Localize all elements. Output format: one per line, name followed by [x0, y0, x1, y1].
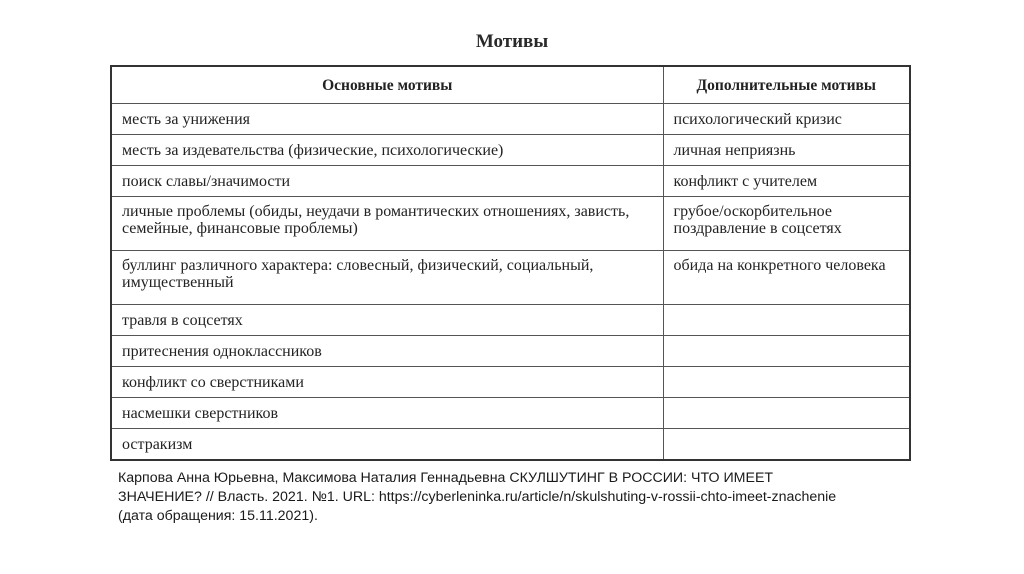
table-row	[111, 197, 910, 251]
main-motive-cell: месть за издевательства (физические, психологические)	[111, 135, 663, 166]
main-motive-cell: конфликт со сверстниками	[111, 367, 663, 398]
additional-motive-cell: грубое/оскорбительное поздравление в соцсетях	[663, 197, 910, 251]
citation-text: Карпова Анна Юрьевна, Максимова Наталия Геннадьевна СКУЛШУТИНГ В РОССИИ: ЧТО ИМЕЕТ ЗНАЧЕНИЕ? // Власть. 2021. №1. URL: https://cyberleninka.ru/article/n/skulshuting-v-rossii-chto-imeet-znachenie (дата обращения: 15.11.2021).	[118, 470, 837, 524]
additional-motive-cell	[663, 336, 910, 367]
main-motive-cell: притеснения одноклассников	[111, 336, 663, 367]
motives-table	[110, 65, 911, 461]
header-additional-motives: Дополнительные мотивы	[663, 66, 910, 104]
table-row	[111, 429, 910, 461]
main-motive-cell: травля в соцсетях	[111, 305, 663, 336]
additional-motive-cell: обида на конкретного человека	[663, 251, 910, 305]
main-motive-cell: насмешки сверстников	[111, 398, 663, 429]
additional-motive-cell	[663, 429, 910, 461]
table-row	[111, 305, 910, 336]
main-motive-cell: личные проблемы (обиды, неудачи в романтических отношениях, зависть, семейные, финансовые проблемы)	[111, 197, 663, 251]
table-row	[111, 336, 910, 367]
additional-motive-cell	[663, 367, 910, 398]
additional-motive-cell	[663, 305, 910, 336]
additional-motive-cell: конфликт с учителем	[663, 166, 910, 197]
header-main-motives: Основные мотивы	[111, 66, 663, 104]
additional-motive-cell	[663, 398, 910, 429]
main-motive-cell: поиск славы/значимости	[111, 166, 663, 197]
table-row	[111, 166, 910, 197]
main-motive-cell: остракизм	[111, 429, 663, 461]
table-header-row	[111, 66, 910, 104]
table-row	[111, 398, 910, 429]
table-row	[111, 367, 910, 398]
main-motive-cell: буллинг различного характера: словесный, физический, социальный, имущественный	[111, 251, 663, 305]
table-row	[111, 104, 910, 135]
table-row	[111, 251, 910, 305]
table-row	[111, 135, 910, 166]
additional-motive-cell: психологический кризис	[663, 104, 910, 135]
page-title: Мотивы	[475, 31, 549, 52]
main-motive-cell: месть за унижения	[111, 104, 663, 135]
additional-motive-cell: личная неприязнь	[663, 135, 910, 166]
